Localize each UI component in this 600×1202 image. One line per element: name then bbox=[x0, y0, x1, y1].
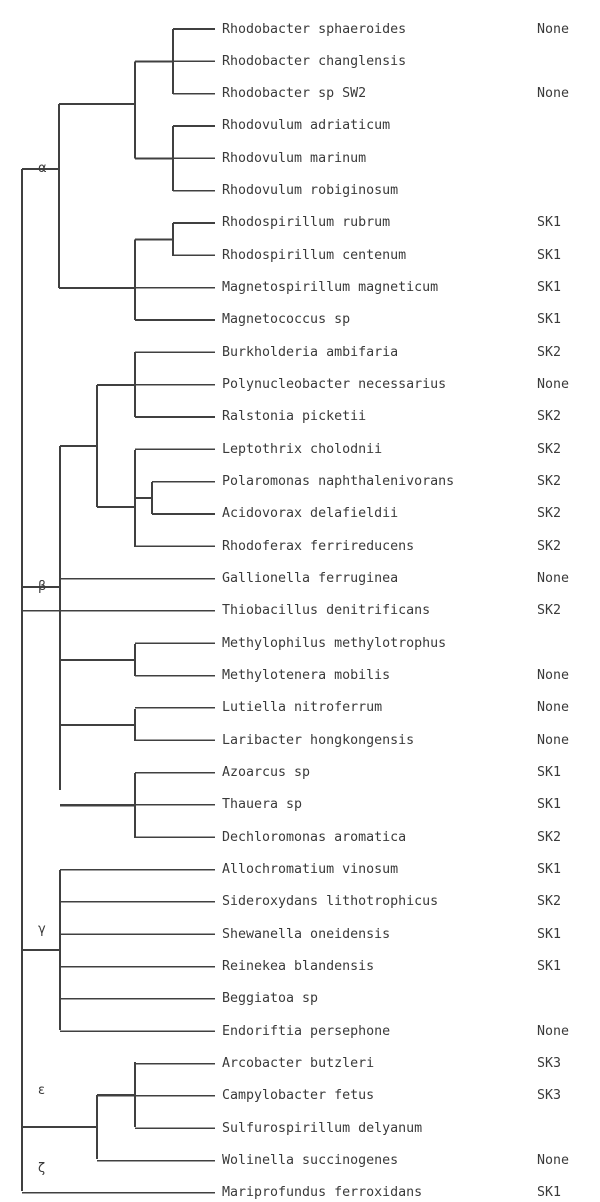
taxon-label: Rhodobacter sp SW2 bbox=[222, 86, 367, 102]
taxon-label: Rhodovulum robiginosum bbox=[222, 183, 399, 199]
taxon-label: Beggiatoa sp bbox=[222, 991, 319, 1007]
taxon-annotation: SK2 bbox=[537, 894, 562, 910]
taxon-label: Magnetococcus sp bbox=[222, 312, 351, 328]
taxon-annotation: SK1 bbox=[537, 247, 562, 263]
taxon-label: Sulfurospirillum delyanum bbox=[222, 1120, 423, 1136]
taxon-label: Lutiella nitroferrum bbox=[222, 700, 383, 716]
taxon-annotation: SK1 bbox=[537, 215, 562, 231]
taxon-annotation: SK1 bbox=[537, 797, 562, 813]
taxon-annotation: SK3 bbox=[537, 1088, 562, 1104]
taxon-annotation: None bbox=[537, 1023, 570, 1039]
taxon-label: Rhodovulum marinum bbox=[222, 150, 367, 166]
clade-label-beta: β bbox=[38, 579, 47, 594]
taxon-annotation: SK2 bbox=[537, 474, 562, 490]
taxon-label: Rhodobacter sphaeroides bbox=[222, 21, 407, 37]
taxon-label: Magnetospirillum magneticum bbox=[222, 280, 439, 296]
taxon-annotation: SK2 bbox=[537, 506, 562, 522]
taxon-label: Rhodospirillum centenum bbox=[222, 247, 407, 263]
taxon-label: Leptothrix cholodnii bbox=[222, 441, 383, 457]
taxon-annotation: SK2 bbox=[537, 441, 562, 457]
taxon-label: Polaromonas naphthalenivorans bbox=[222, 474, 455, 490]
taxon-annotation: SK1 bbox=[537, 1185, 562, 1201]
taxon-annotation: SK2 bbox=[537, 603, 562, 619]
taxon-label: Wolinella succinogenes bbox=[222, 1153, 399, 1169]
taxon-label: Acidovorax delafieldii bbox=[222, 506, 399, 522]
taxon-annotation: SK1 bbox=[537, 280, 562, 296]
taxon-annotation: SK1 bbox=[537, 312, 562, 328]
taxon-label: Methylotenera mobilis bbox=[222, 668, 391, 684]
clade-label-epsilon: ε bbox=[38, 1083, 46, 1098]
taxon-label: Rhodobacter changlensis bbox=[222, 53, 407, 69]
taxon-label: Thiobacillus denitrificans bbox=[222, 603, 431, 619]
taxon-label: Sideroxydans lithotrophicus bbox=[222, 894, 439, 910]
taxon-annotation: SK2 bbox=[537, 409, 562, 425]
taxon-label: Thauera sp bbox=[222, 797, 303, 813]
taxon-label: Shewanella oneidensis bbox=[222, 926, 391, 942]
taxon-label: Rhodoferax ferrireducens bbox=[222, 538, 415, 554]
taxon-label: Endoriftia persephone bbox=[222, 1023, 391, 1039]
taxon-label: Mariprofundus ferroxidans bbox=[222, 1185, 423, 1201]
taxon-annotation: SK1 bbox=[537, 765, 562, 781]
taxon-annotation: None bbox=[537, 571, 570, 587]
taxon-annotation: SK1 bbox=[537, 862, 562, 878]
taxon-annotation: SK3 bbox=[537, 1056, 562, 1072]
taxon-annotation: SK2 bbox=[537, 829, 562, 845]
taxon-label: Laribacter hongkongensis bbox=[222, 732, 415, 748]
taxon-annotation: None bbox=[537, 377, 570, 393]
taxon-annotation: None bbox=[537, 732, 570, 748]
taxon-annotation: SK1 bbox=[537, 926, 562, 942]
taxon-annotation: None bbox=[537, 668, 570, 684]
taxon-annotation: None bbox=[537, 1153, 570, 1169]
taxon-label: Methylophilus methylotrophus bbox=[222, 635, 447, 651]
taxon-label: Polynucleobacter necessarius bbox=[222, 377, 447, 393]
taxon-annotation: None bbox=[537, 86, 570, 102]
taxon-label: Reinekea blandensis bbox=[222, 959, 375, 975]
clade-label-gamma: γ bbox=[38, 922, 46, 937]
taxon-label: Azoarcus sp bbox=[222, 765, 311, 781]
clade-label-alpha: α bbox=[38, 161, 47, 176]
taxon-label: Arcobacter butzleri bbox=[222, 1056, 375, 1072]
branch-lines bbox=[22, 29, 215, 1193]
taxon-label: Dechloromonas aromatica bbox=[222, 829, 407, 845]
taxon-annotation: SK2 bbox=[537, 344, 562, 360]
taxon-label: Ralstonia picketii bbox=[222, 409, 367, 425]
taxon-label: Campylobacter fetus bbox=[222, 1088, 375, 1104]
taxon-annotation: SK1 bbox=[537, 959, 562, 975]
taxon-label: Burkholderia ambifaria bbox=[222, 344, 399, 360]
taxon-annotation: None bbox=[537, 700, 570, 716]
taxon-label: Rhodovulum adriaticum bbox=[222, 118, 391, 134]
taxon-annotation: None bbox=[537, 21, 570, 37]
taxon-label: Gallionella ferruginea bbox=[222, 571, 399, 587]
taxon-label: Rhodospirillum rubrum bbox=[222, 215, 391, 231]
taxon-annotation: SK2 bbox=[537, 538, 562, 554]
clade-label-zeta: ζ bbox=[38, 1161, 46, 1176]
taxon-label: Allochromatium vinosum bbox=[222, 862, 399, 878]
